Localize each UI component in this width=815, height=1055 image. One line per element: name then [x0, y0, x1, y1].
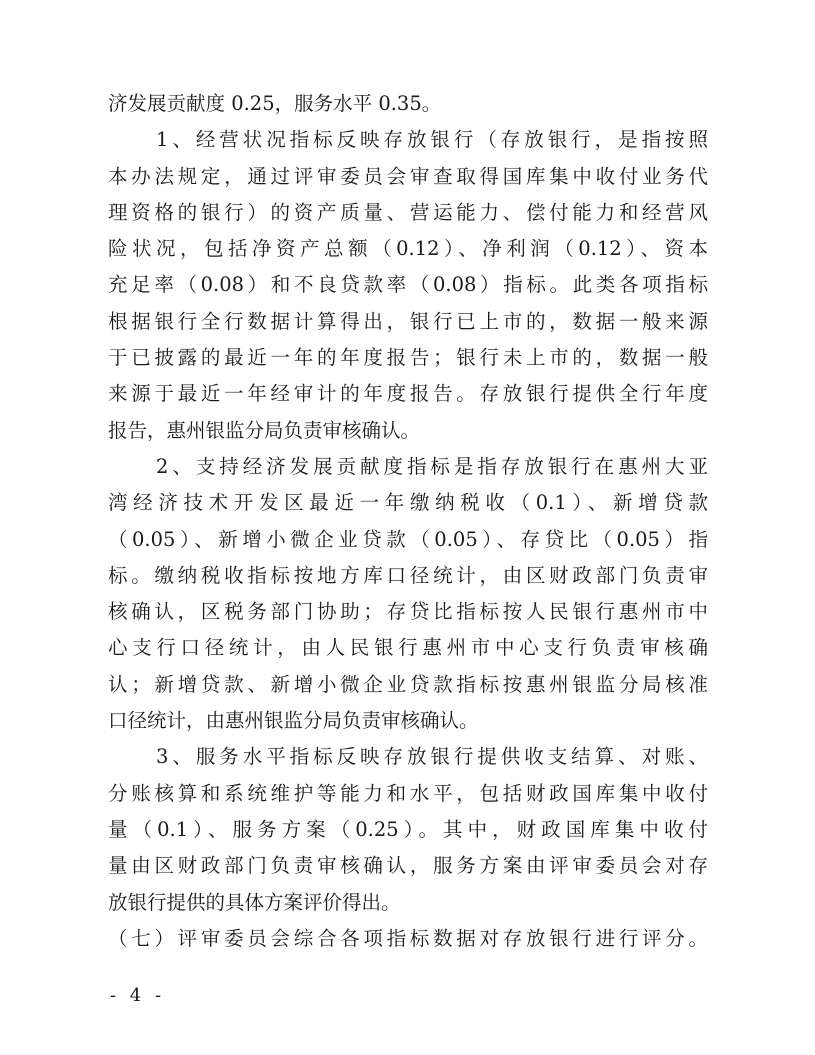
text-line: 量（0.1）、服务方案（0.25）。其中，财政国库集中收付: [108, 817, 708, 841]
document-body: [108, 86, 708, 957]
text-line: 分账核算和系统维护等能力和水平，包括财政国库集中收付: [108, 781, 708, 805]
text-line: 根据银行全行数据计算得出，银行已上市的，数据一般来源: [108, 309, 708, 333]
text-line: 湾经济技术开发区最近一年缴纳税收（0.1）、新增贷款: [108, 491, 708, 515]
text-line: （0.05）、新增小微企业贷款（0.05）、存贷比（0.05）指: [108, 527, 708, 551]
paragraph-3-start: 3、服务水平指标反映存放银行提供收支结算、对账、: [156, 745, 708, 769]
page-number: - 4 -: [110, 985, 166, 1006]
paragraph-2-start: 2、支持经济发展贡献度指标是指存放银行在惠州大亚: [156, 454, 708, 478]
text-line: 心支行口径统计，由人民银行惠州市中心支行负责审核确: [108, 636, 708, 660]
section-7-line: （七）评审委员会综合各项指标数据对存放银行进行评分。: [108, 926, 708, 950]
text-line: 险状况，包括净资产总额（0.12）、净利润（0.12）、资本: [108, 237, 708, 261]
text-line: 于已披露的最近一年的年度报告；银行未上市的，数据一般: [108, 346, 708, 370]
text-line: 济发展贡献度 0.25，服务水平 0.35。: [108, 92, 442, 115]
text-line: 口径统计，由惠州银监分局负责审核确认。: [108, 709, 479, 733]
paragraph-1-start: 1、经营状况指标反映存放银行（存放银行，是指按照: [156, 128, 708, 152]
text-line: 量由区财政部门负责审核确认，服务方案由评审委员会对存: [108, 854, 708, 878]
text-line: 来源于最近一年经审计的年度报告。存放银行提供全行年度: [108, 382, 708, 406]
text-line: 充足率（0.08）和不良贷款率（0.08）指标。此类各项指标: [108, 273, 708, 297]
text-line: 标。缴纳税收指标按地方库口径统计，由区财政部门负责审: [108, 563, 708, 587]
text-line: 放银行提供的具体方案评价得出。: [108, 890, 401, 914]
text-line: 本办法规定，通过评审委员会审查取得国库集中收付业务代: [108, 164, 708, 188]
text-line: 核确认，区税务部门协助；存贷比指标按人民银行惠州市中: [108, 600, 708, 624]
text-line: 理资格的银行）的资产质量、营运能力、偿付能力和经营风: [108, 200, 708, 224]
text-line: 报告，惠州银监分局负责审核确认。: [108, 418, 421, 442]
text-line: 认；新增贷款、新增小微企业贷款指标按惠州银监分局核准: [108, 672, 708, 696]
